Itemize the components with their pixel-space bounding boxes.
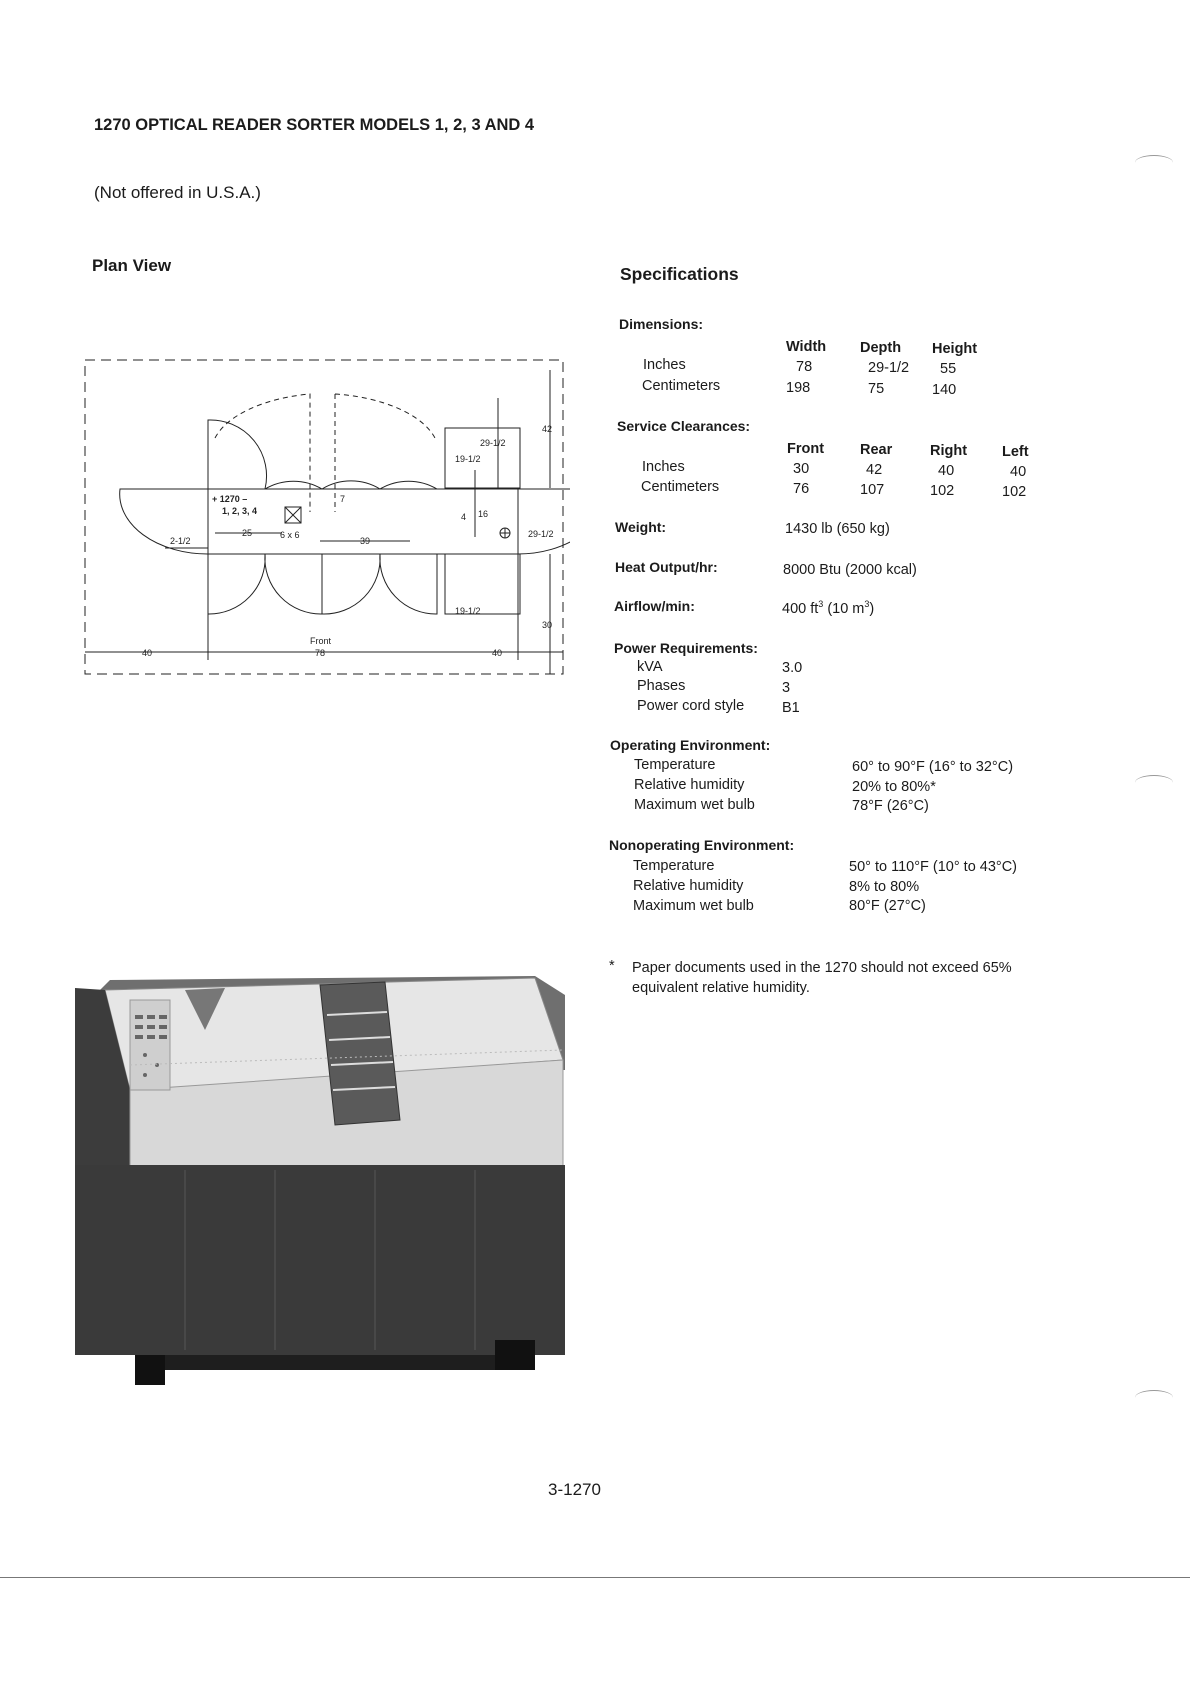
dimension-label: 2-1/2 — [170, 536, 191, 546]
dimension-value: 198 — [786, 380, 811, 396]
door-swing-arc — [380, 554, 437, 614]
clearance-row-label: Centimeters — [641, 479, 720, 495]
weight-label: Weight: — [615, 519, 667, 535]
side-cover-swing — [518, 489, 570, 554]
clearance-header-right: Right — [930, 443, 968, 459]
clearance-row-label: Inches — [642, 459, 685, 475]
nonoperating-temperature-label: Temperature — [633, 858, 715, 874]
clearance-value: 40 — [1010, 464, 1027, 480]
door-swing-arc — [208, 554, 265, 614]
dimension-label: 7 — [340, 494, 346, 504]
nonoperating-temperature-value: 50° to 110°F (10° to 43°C) — [849, 859, 1018, 875]
binder-hole-mark — [1135, 1390, 1173, 1405]
clearance-value: 76 — [793, 481, 810, 497]
dimension-value: 140 — [932, 382, 957, 398]
machine-photo — [75, 970, 565, 1400]
dimensions-row-label: Centimeters — [642, 378, 721, 394]
dimension-value: 29-1/2 — [868, 360, 910, 376]
power-row-label: Power cord style — [637, 698, 745, 714]
clearance-outline — [85, 360, 563, 674]
clearance-header-rear: Rear — [860, 442, 893, 458]
door-swing-arc — [380, 481, 437, 489]
right-clearance-block — [445, 554, 520, 614]
dimensions-header-depth: Depth — [860, 340, 902, 356]
footnote: Paper documents used in the 1270 should not exceed 65% equivalent relative humidity. — [632, 960, 1012, 996]
clearance-value: 102 — [1002, 484, 1027, 500]
dimension-value: 78 — [796, 359, 813, 375]
clearance-header-front: Front — [787, 441, 825, 457]
airflow-value: 400 $ft^3$ (10 $m^3$) — [782, 599, 875, 617]
dimension-label: 39 — [360, 536, 371, 546]
dimension-label: 40 — [142, 648, 153, 658]
side-cover-swing — [120, 489, 208, 554]
front-label: Front — [310, 636, 332, 646]
dimensions-header-width: Width — [786, 339, 827, 355]
machine-label: + 1270 – — [212, 494, 248, 504]
binder-hole-mark — [1135, 775, 1173, 790]
dimension-label: 19-1/2 — [455, 454, 481, 464]
airflow-label: Airflow/min: — [614, 598, 695, 614]
door-swing-arc — [322, 554, 380, 614]
door-swing-arc — [265, 554, 322, 614]
dimension-label: 42 — [542, 424, 553, 434]
operating-humidity-label: Relative humidity — [634, 777, 745, 793]
page-title: 1270 OPTICAL READER SORTER MODELS 1, 2, 3 AND 4 — [94, 116, 535, 134]
weight-value: 1430 lb (650 kg) — [785, 521, 890, 537]
heat-output-label: Heat Output/hr: — [615, 559, 718, 575]
door-swing-arc — [322, 481, 380, 489]
clearance-value: 102 — [930, 483, 955, 499]
power-value: B1 — [782, 700, 800, 716]
dimension-value: 55 — [940, 361, 957, 377]
nonoperating-environment-label: Nonoperating Environment: — [609, 837, 795, 853]
machine-models-label: 1, 2, 3, 4 — [222, 506, 258, 516]
specifications-heading: Specifications — [620, 264, 739, 284]
dimension-label: 6 x 6 — [280, 530, 300, 540]
dimension-label: 25 — [242, 528, 253, 538]
clearance-header-left: Left — [1002, 444, 1029, 460]
clearance-value: 107 — [860, 482, 885, 498]
nonoperating-wetbulb-value: 80°F (27°C) — [849, 898, 926, 914]
power-row-label: kVA — [637, 659, 663, 675]
footnote-marker: * — [609, 958, 615, 974]
dimension-label: 40 — [492, 648, 503, 658]
door-swing-arc — [208, 420, 267, 489]
operating-temperature-value: 60° to 90°F (16° to 32°C) — [852, 759, 1014, 775]
dimension-label: 19-1/2 — [455, 606, 481, 616]
power-value: 3.0 — [782, 660, 803, 676]
clearance-value: 42 — [866, 462, 883, 478]
binder-hole-mark — [1135, 155, 1173, 170]
dimension-value: 75 — [868, 381, 885, 397]
operating-wetbulb-label: Maximum wet bulb — [634, 797, 755, 813]
door-swing-arc — [265, 481, 322, 489]
dimension-label: 30 — [542, 620, 553, 630]
nonoperating-humidity-label: Relative humidity — [633, 878, 744, 894]
dimensions-row-label: Inches — [643, 357, 686, 373]
heat-output-value: 8000 Btu (2000 kcal) — [783, 562, 917, 578]
dimension-label: 78 — [315, 648, 326, 658]
dimension-label: 4 — [461, 512, 467, 522]
dimension-label: 29-1/2 — [480, 438, 506, 448]
dimension-label: 16 — [478, 509, 489, 519]
top-cover-swing — [335, 394, 435, 512]
power-value: 3 — [782, 680, 791, 696]
operating-environment-label: Operating Environment: — [610, 737, 771, 753]
operating-wetbulb-value: 78°F (26°C) — [852, 798, 929, 814]
page-bottom-rule — [0, 1577, 1190, 1578]
nonoperating-wetbulb-label: Maximum wet bulb — [633, 898, 754, 914]
dimension-label: 29-1/2 — [528, 529, 554, 539]
availability-note: (Not offered in U.S.A.) — [94, 183, 261, 202]
plan-view-diagram — [80, 352, 570, 682]
page-number: 3-1270 — [548, 1480, 601, 1499]
power-row-label: Phases — [637, 678, 686, 694]
dimensions-header-height: Height — [932, 341, 978, 357]
service-clearances-label: Service Clearances: — [617, 418, 751, 434]
power-requirements-label: Power Requirements: — [614, 640, 758, 656]
plan-view-heading: Plan View — [92, 256, 172, 275]
clearance-value: 40 — [938, 463, 955, 479]
operating-humidity-value: 20% to 80%* — [852, 779, 936, 795]
operating-temperature-label: Temperature — [634, 757, 716, 773]
dimensions-label: Dimensions: — [619, 316, 704, 332]
clearance-value: 30 — [793, 461, 810, 477]
nonoperating-humidity-value: 8% to 80% — [849, 879, 920, 895]
